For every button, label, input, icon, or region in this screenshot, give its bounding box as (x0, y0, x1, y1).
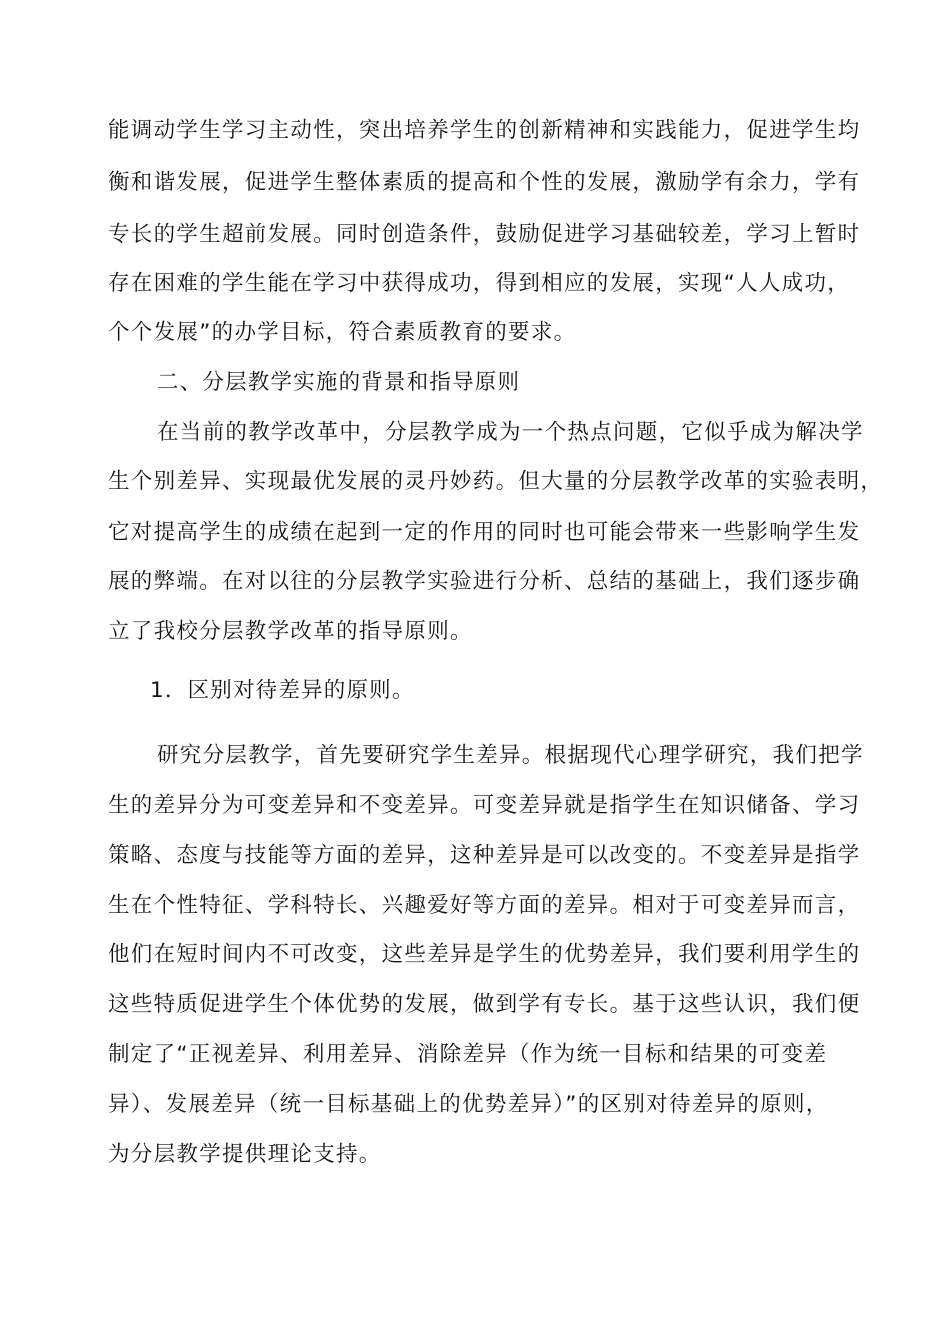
body-line: 异）、发展差异（统一目标基础上的优势差异）”的区别对待差异的原则， (108, 1092, 829, 1117)
section-line: 在当前的教学改革中，分层教学成为一个热点问题，它似乎成为解决学 (157, 420, 864, 445)
subheading: 1．区别对待差异的原则。 (150, 678, 415, 703)
body-line: 研究分层教学，首先要研究学生差异。根据现代心理学研究，我们把学 (157, 743, 864, 768)
section-line: 生个别差异、实现最优发展的灵丹妙药。但大量的分层教学改革的实验表明， (108, 469, 884, 494)
intro-line: 存在困难的学生能在学习中获得成功，得到相应的发展，实现“人人成功， (108, 271, 851, 296)
section-line: 展的弊端。在对以往的分层教学实验进行分析、总结的基础上，我们逐步确 (108, 569, 861, 594)
section-line: 立了我校分层教学改革的指导原则。 (108, 619, 473, 644)
intro-line: 个个发展”的办学目标，符合素质教育的要求。 (108, 320, 577, 345)
body-line: 生的差异分为可变差异和不变差异。可变差异就是指学生在知识储备、学习 (108, 793, 861, 818)
body-line: 他们在短时间内不可改变，这些差异是学生的优势差异，我们要利用学生的 (108, 942, 861, 967)
section-heading: 二、分层教学实施的背景和指导原则 (157, 370, 521, 395)
body-line: 生在个性特征、学科特长、兴趣爱好等方面的差异。相对于可变差异而言， (108, 893, 861, 918)
intro-line: 衡和谐发展，促进学生整体素质的提高和个性的发展，激励学有余力，学有 (108, 170, 861, 195)
intro-line: 专长的学生超前发展。同时创造条件，鼓励促进学习基础较差，学习上暂时 (108, 222, 861, 247)
body-line: 这些特质促进学生个体优势的发展，做到学有专长。基于这些认识，我们便 (108, 992, 861, 1017)
body-line: 制定了“正视差异、利用差异、消除差异（作为统一目标和结果的可变差 (108, 1042, 828, 1067)
body-line: 策略、态度与技能等方面的差异，这种差异是可以改变的。不变差异是指学 (108, 843, 861, 868)
section-line: 它对提高学生的成绩在起到一定的作用的同时也可能会带来一些影响学生发 (108, 520, 861, 545)
intro-line: 能调动学生学习主动性，突出培养学生的创新精神和实践能力，促进学生均 (108, 118, 861, 143)
body-line: 为分层教学提供理论支持。 (108, 1142, 382, 1167)
